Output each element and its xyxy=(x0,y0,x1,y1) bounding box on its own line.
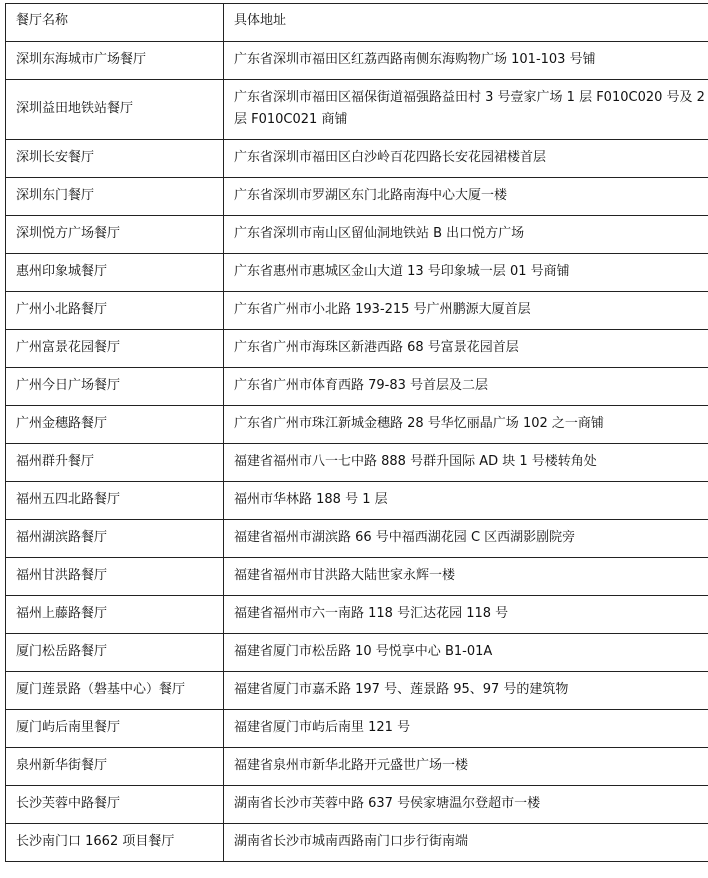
table-row xyxy=(6,406,708,444)
restaurant-name-cell: 长沙南门口 1662 项目餐厅 xyxy=(6,824,224,862)
restaurant-name-cell: 福州群升餐厅 xyxy=(6,444,224,482)
table-row xyxy=(6,558,708,596)
restaurant-name-cell: 福州上藤路餐厅 xyxy=(6,596,224,634)
restaurant-name-cell: 厦门屿后南里餐厅 xyxy=(6,710,224,748)
restaurant-name-cell: 深圳悦方广场餐厅 xyxy=(6,216,224,254)
restaurant-name-cell: 福州甘洪路餐厅 xyxy=(6,558,224,596)
address-cell: 福建省福州市八一七中路 888 号群升国际 AD 块 1 号楼转角处 xyxy=(224,444,708,482)
address-cell: 广东省深圳市福田区红荔西路南侧东海购物广场 101-103 号铺 xyxy=(224,42,708,80)
table-row xyxy=(6,330,708,368)
table-row xyxy=(6,80,708,140)
restaurant-name-cell: 长沙芙蓉中路餐厅 xyxy=(6,786,224,824)
address-cell: 广东省惠州市惠城区金山大道 13 号印象城一层 01 号商铺 xyxy=(224,254,708,292)
table-row xyxy=(6,672,708,710)
address-cell: 广东省深圳市福田区福保街道福强路益田村 3 号壹家广场 1 层 F010C020 号及 2 层 F010C021 商铺 xyxy=(224,80,708,140)
address-cell: 广东省广州市体育西路 79-83 号首层及二层 xyxy=(224,368,708,406)
table-row xyxy=(6,216,708,254)
restaurant-name-cell: 深圳东门餐厅 xyxy=(6,178,224,216)
address-cell: 福建省厦门市嘉禾路 197 号、莲景路 95、97 号的建筑物 xyxy=(224,672,708,710)
restaurant-address-table xyxy=(5,3,708,862)
address-cell: 福建省福州市甘洪路大陆世家永辉一楼 xyxy=(224,558,708,596)
restaurant-name-cell: 深圳长安餐厅 xyxy=(6,140,224,178)
address-cell: 广东省深圳市南山区留仙洞地铁站 B 出口悦方广场 xyxy=(224,216,708,254)
address-cell: 福建省厦门市屿后南里 121 号 xyxy=(224,710,708,748)
restaurant-name-cell: 广州金穗路餐厅 xyxy=(6,406,224,444)
restaurant-name-cell: 惠州印象城餐厅 xyxy=(6,254,224,292)
table-row xyxy=(6,254,708,292)
address-cell: 广东省广州市海珠区新港西路 68 号富景花园首层 xyxy=(224,330,708,368)
restaurant-name-cell: 广州今日广场餐厅 xyxy=(6,368,224,406)
table-row xyxy=(6,444,708,482)
table-row xyxy=(6,710,708,748)
address-cell: 湖南省长沙市芙蓉中路 637 号侯家塘温尔登超市一楼 xyxy=(224,786,708,824)
address-cell: 湖南省长沙市城南西路南门口步行街南端 xyxy=(224,824,708,862)
table-row xyxy=(6,482,708,520)
table-row xyxy=(6,596,708,634)
table-row xyxy=(6,42,708,80)
restaurant-name-cell: 广州小北路餐厅 xyxy=(6,292,224,330)
restaurant-name-cell: 福州湖滨路餐厅 xyxy=(6,520,224,558)
restaurant-name-cell: 泉州新华街餐厅 xyxy=(6,748,224,786)
address-cell: 广东省广州市珠江新城金穗路 28 号华忆丽晶广场 102 之一商铺 xyxy=(224,406,708,444)
address-cell: 广东省深圳市罗湖区东门北路南海中心大厦一楼 xyxy=(224,178,708,216)
table-row xyxy=(6,178,708,216)
restaurant-name-cell: 福州五四北路餐厅 xyxy=(6,482,224,520)
table-row xyxy=(6,634,708,672)
address-cell: 福州市华林路 188 号 1 层 xyxy=(224,482,708,520)
header-address: 具体地址 xyxy=(224,4,708,42)
table-row xyxy=(6,786,708,824)
table-header-row xyxy=(6,4,708,42)
address-cell: 福建省厦门市松岳路 10 号悦享中心 B1-01A xyxy=(224,634,708,672)
address-cell: 广东省广州市小北路 193-215 号广州鹏源大厦首层 xyxy=(224,292,708,330)
table-row xyxy=(6,520,708,558)
address-cell: 福建省泉州市新华北路开元盛世广场一楼 xyxy=(224,748,708,786)
table-row xyxy=(6,748,708,786)
restaurant-name-cell: 广州富景花园餐厅 xyxy=(6,330,224,368)
table-row xyxy=(6,824,708,862)
address-cell: 福建省福州市六一南路 118 号汇达花园 118 号 xyxy=(224,596,708,634)
restaurant-name-cell: 深圳东海城市广场餐厅 xyxy=(6,42,224,80)
restaurant-name-cell: 厦门松岳路餐厅 xyxy=(6,634,224,672)
table-row xyxy=(6,292,708,330)
table-row xyxy=(6,140,708,178)
restaurant-name-cell: 厦门莲景路（磐基中心）餐厅 xyxy=(6,672,224,710)
table-body xyxy=(6,4,708,862)
address-cell: 广东省深圳市福田区白沙岭百花四路长安花园裙楼首层 xyxy=(224,140,708,178)
restaurant-name-cell: 深圳益田地铁站餐厅 xyxy=(6,80,224,140)
address-cell: 福建省福州市湖滨路 66 号中福西湖花园 C 区西湖影剧院旁 xyxy=(224,520,708,558)
table-row xyxy=(6,368,708,406)
header-restaurant-name: 餐厅名称 xyxy=(6,4,224,42)
